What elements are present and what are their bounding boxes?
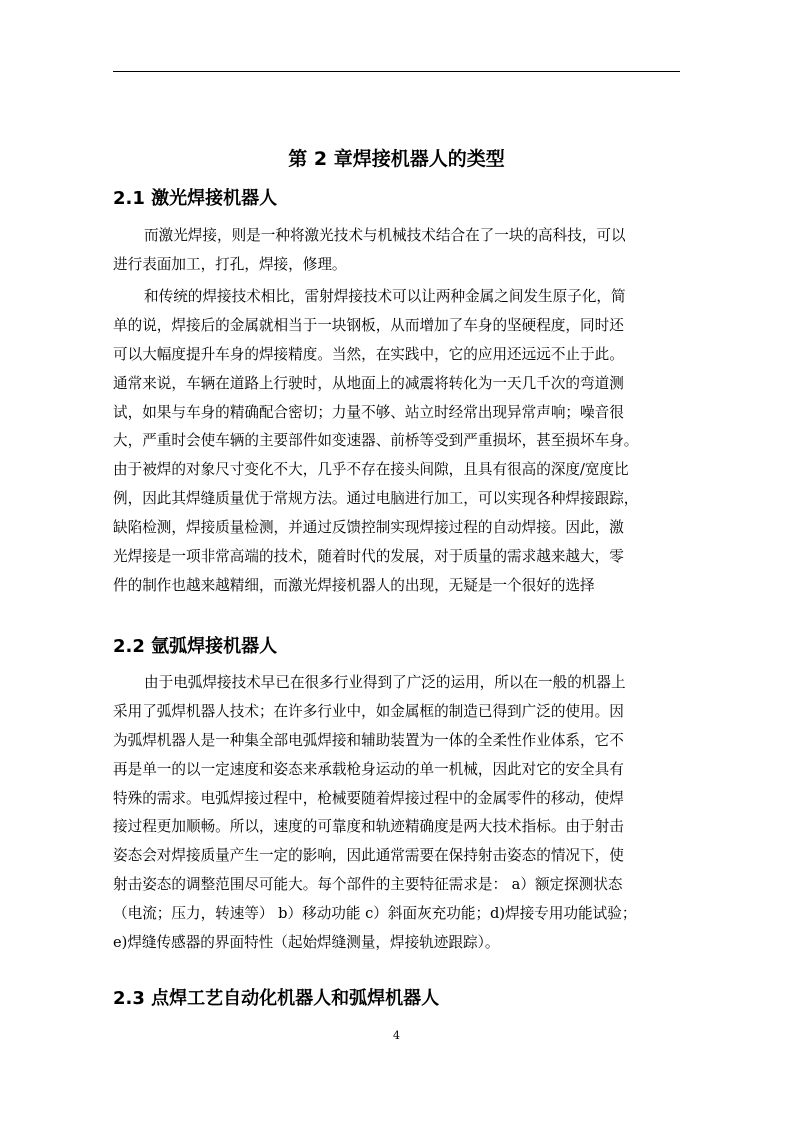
paragraph-line: 为弧焊机器人是一种集全部电弧焊接和辅助装置为一体的全柔性作业体系，它不 bbox=[113, 731, 624, 749]
paragraph-line: 通常来说，车辆在道路上行驶时，从地面上的减震将转化为一天几千次的弯道测 bbox=[113, 374, 624, 392]
paragraph-line: 缺陷检测，焊接质量检测，并通过反馈控制实现焊接过程的自动焊接。因此，激 bbox=[113, 519, 624, 537]
paragraph-line: 再是单一的以一定速度和姿态来承载枪身运动的单一机械，因此对它的安全具有 bbox=[113, 760, 624, 778]
paragraph-line: 由于被焊的对象尺寸变化不大，几乎不存在接头间隙，且具有很高的深度/宽度比 bbox=[113, 461, 629, 479]
paragraph-line: e)焊缝传感器的界面特性（起始焊缝测量，焊接轨迹跟踪）。 bbox=[113, 934, 500, 952]
page-number: 4 bbox=[393, 1029, 400, 1042]
paragraph-line: 可以大幅度提升车身的焊接精度。当然，在实践中，它的应用还远远不止于此。 bbox=[113, 345, 624, 363]
section-heading-2-2: 2.2 氩弧焊接机器人 bbox=[113, 636, 278, 657]
paragraph bbox=[113, 283, 680, 601]
paragraph-line: （电流；压力，转速等） b）移动功能 c）斜面灰充功能；d)焊接专用功能试验； bbox=[113, 905, 637, 923]
paragraph-line: 大，严重时会使车辆的主要部件如变速器、前桥等受到严重损坏，甚至损坏车身。 bbox=[113, 432, 639, 450]
paragraph-line: 进行表面加工，打孔，焊接，修理。 bbox=[113, 255, 347, 273]
paragraph-line: 采用了弧焊机器人技术；在许多行业中，如金属框的制造已得到广泛的使用。因 bbox=[113, 702, 624, 720]
paragraph-line: 由于电弧焊接技术早已在很多行业得到了广泛的运用，所以在一般的机器上 bbox=[144, 674, 626, 691]
paragraph-line: 射击姿态的调整范围尽可能大。每个部件的主要特征需求是： a）额定探测状态 bbox=[113, 876, 623, 894]
paragraph-line: 接过程更加顺畅。所以，速度的可靠度和轨迹精确度是两大技术指标。由于射击 bbox=[113, 818, 624, 836]
paragraph-line: 试，如果与车身的精确配合密切；力量不够、站立时经常出现异常声响；噪音很 bbox=[113, 403, 624, 421]
section-heading-2-3: 2.3 点焊工艺自动化机器人和弧焊机器人 bbox=[113, 988, 440, 1009]
header-rule bbox=[113, 71, 680, 72]
paragraph bbox=[113, 669, 680, 958]
chapter-title: 第 2 章焊接机器人的类型 bbox=[288, 148, 505, 170]
section-heading-2-1: 2.1 激光焊接机器人 bbox=[113, 188, 278, 209]
paragraph-line: 姿态会对焊接质量产生一定的影响，因此通常需要在保持射击姿态的情况下，使 bbox=[113, 847, 624, 865]
paragraph-line: 件的制作也越来越精细，而激光焊接机器人的出现，无疑是一个很好的选择 bbox=[113, 576, 595, 594]
paragraph-line: 而激光焊接，则是一种将激光技术与机械技术结合在了一块的高科技，可以 bbox=[144, 227, 626, 244]
paragraph-line: 特殊的需求。电弧焊接过程中，枪械要随着焊接过程中的金属零件的移动，使焊 bbox=[113, 789, 624, 807]
paragraph-line: 光焊接是一项非常高端的技术，随着时代的发展，对于质量的需求越来越大，零 bbox=[113, 548, 624, 566]
paragraph-line: 和传统的焊接技术相比，雷射焊接技术可以让两种金属之间发生原子化，简 bbox=[144, 288, 626, 305]
paragraph-line: 例，因此其焊缝质量优于常规方法。通过电脑进行加工，可以实现各种焊接跟踪， bbox=[113, 490, 639, 508]
paragraph bbox=[113, 222, 680, 280]
paragraph-line: 单的说，焊接后的金属就相当于一块钢板，从而增加了车身的坚硬程度，同时还 bbox=[113, 316, 624, 334]
